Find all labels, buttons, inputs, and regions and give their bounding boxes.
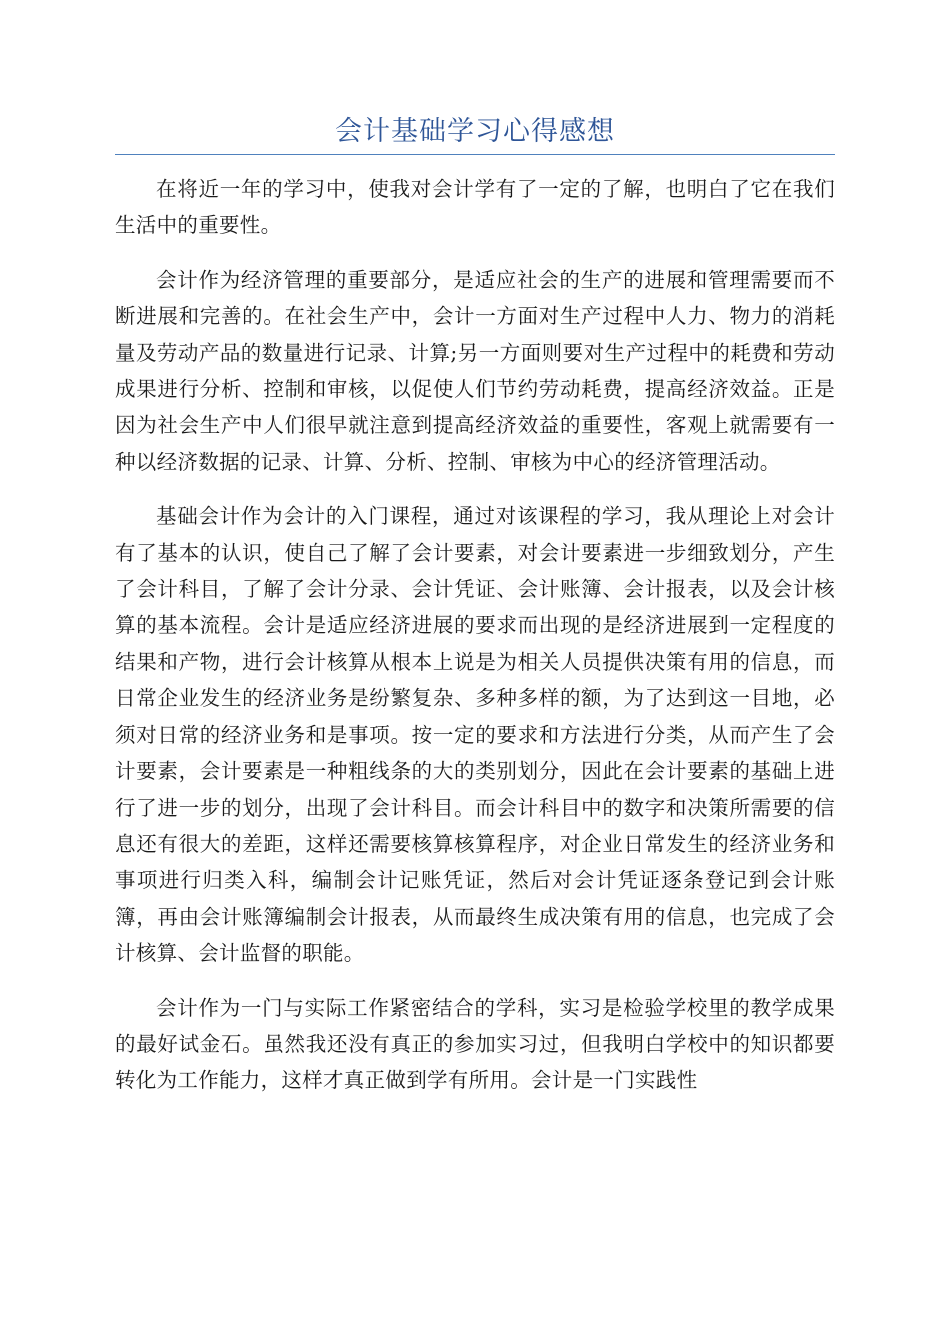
title-underline <box>115 154 835 155</box>
paragraph-3: 基础会计作为会计的入门课程，通过对该课程的学习，我从理论上对会计有了基本的认识，使自己了解了会计要素，对会计要素进一步细致划分，产生了会计科目，了解了会计分录、会计凭证、会计账簿、会计报表，以及会计核算的基本流程。会计是适应经济进展的要求而出现的是经济进展到一定程度的结果和产物，进行会计核算从根本上说是为相关人员提供决策有用的信息，而日常企业发生的经济业务是纷繁复杂、多种多样的额，为了达到这一目地，必须对日常的经济业务和是事项。按一定的要求和方法进行分类，从而产生了会计要素，会计要素是一种粗线条的大的类别划分，因此在会计要素的基础上进行了进一步的划分，出现了会计科目。而会计科目中的数字和决策所需要的信息还有很大的差距，这样还需要核算核算程序，对企业日常发生的经济业务和事项进行归类入科，编制会计记账凭证，然后对会计凭证逐条登记到会计账簿，再由会计账簿编制会计报表，从而最终生成决策有用的信息，也完成了会计核算、会计监督的职能。 <box>115 504 835 966</box>
document-title: 会计基础学习心得感想 <box>335 116 615 147</box>
document-page <box>115 112 835 1117</box>
document-body <box>115 171 835 1099</box>
paragraph-4: 会计作为一门与实际工作紧密结合的学科，实习是检验学校里的教学成果的最好试金石。虽然我还没有真正的参加实习过，但我明白学校中的知识都要转化为工作能力，这样才真正做到学有所用。会计是一门实践性 <box>115 995 835 1093</box>
paragraph-1: 在将近一年的学习中，使我对会计学有了一定的了解，也明白了它在我们生活中的重要性。 <box>115 177 835 238</box>
paragraph-2: 会计作为经济管理的重要部分，是适应社会的生产的进展和管理需要而不断进展和完善的。在社会生产中，会计一方面对生产过程中人力、物力的消耗量及劳动产品的数量进行记录、计算;另一方面则要对生产过程中的耗费和劳动成果进行分析、控制和审核，以促使人们节约劳动耗费，提高经济效益。正是因为社会生产中人们很早就注意到提高经济效益的重要性，客观上就需要有一种以经济数据的记录、计算、分析、控制、审核为中心的经济管理活动。 <box>115 267 835 474</box>
